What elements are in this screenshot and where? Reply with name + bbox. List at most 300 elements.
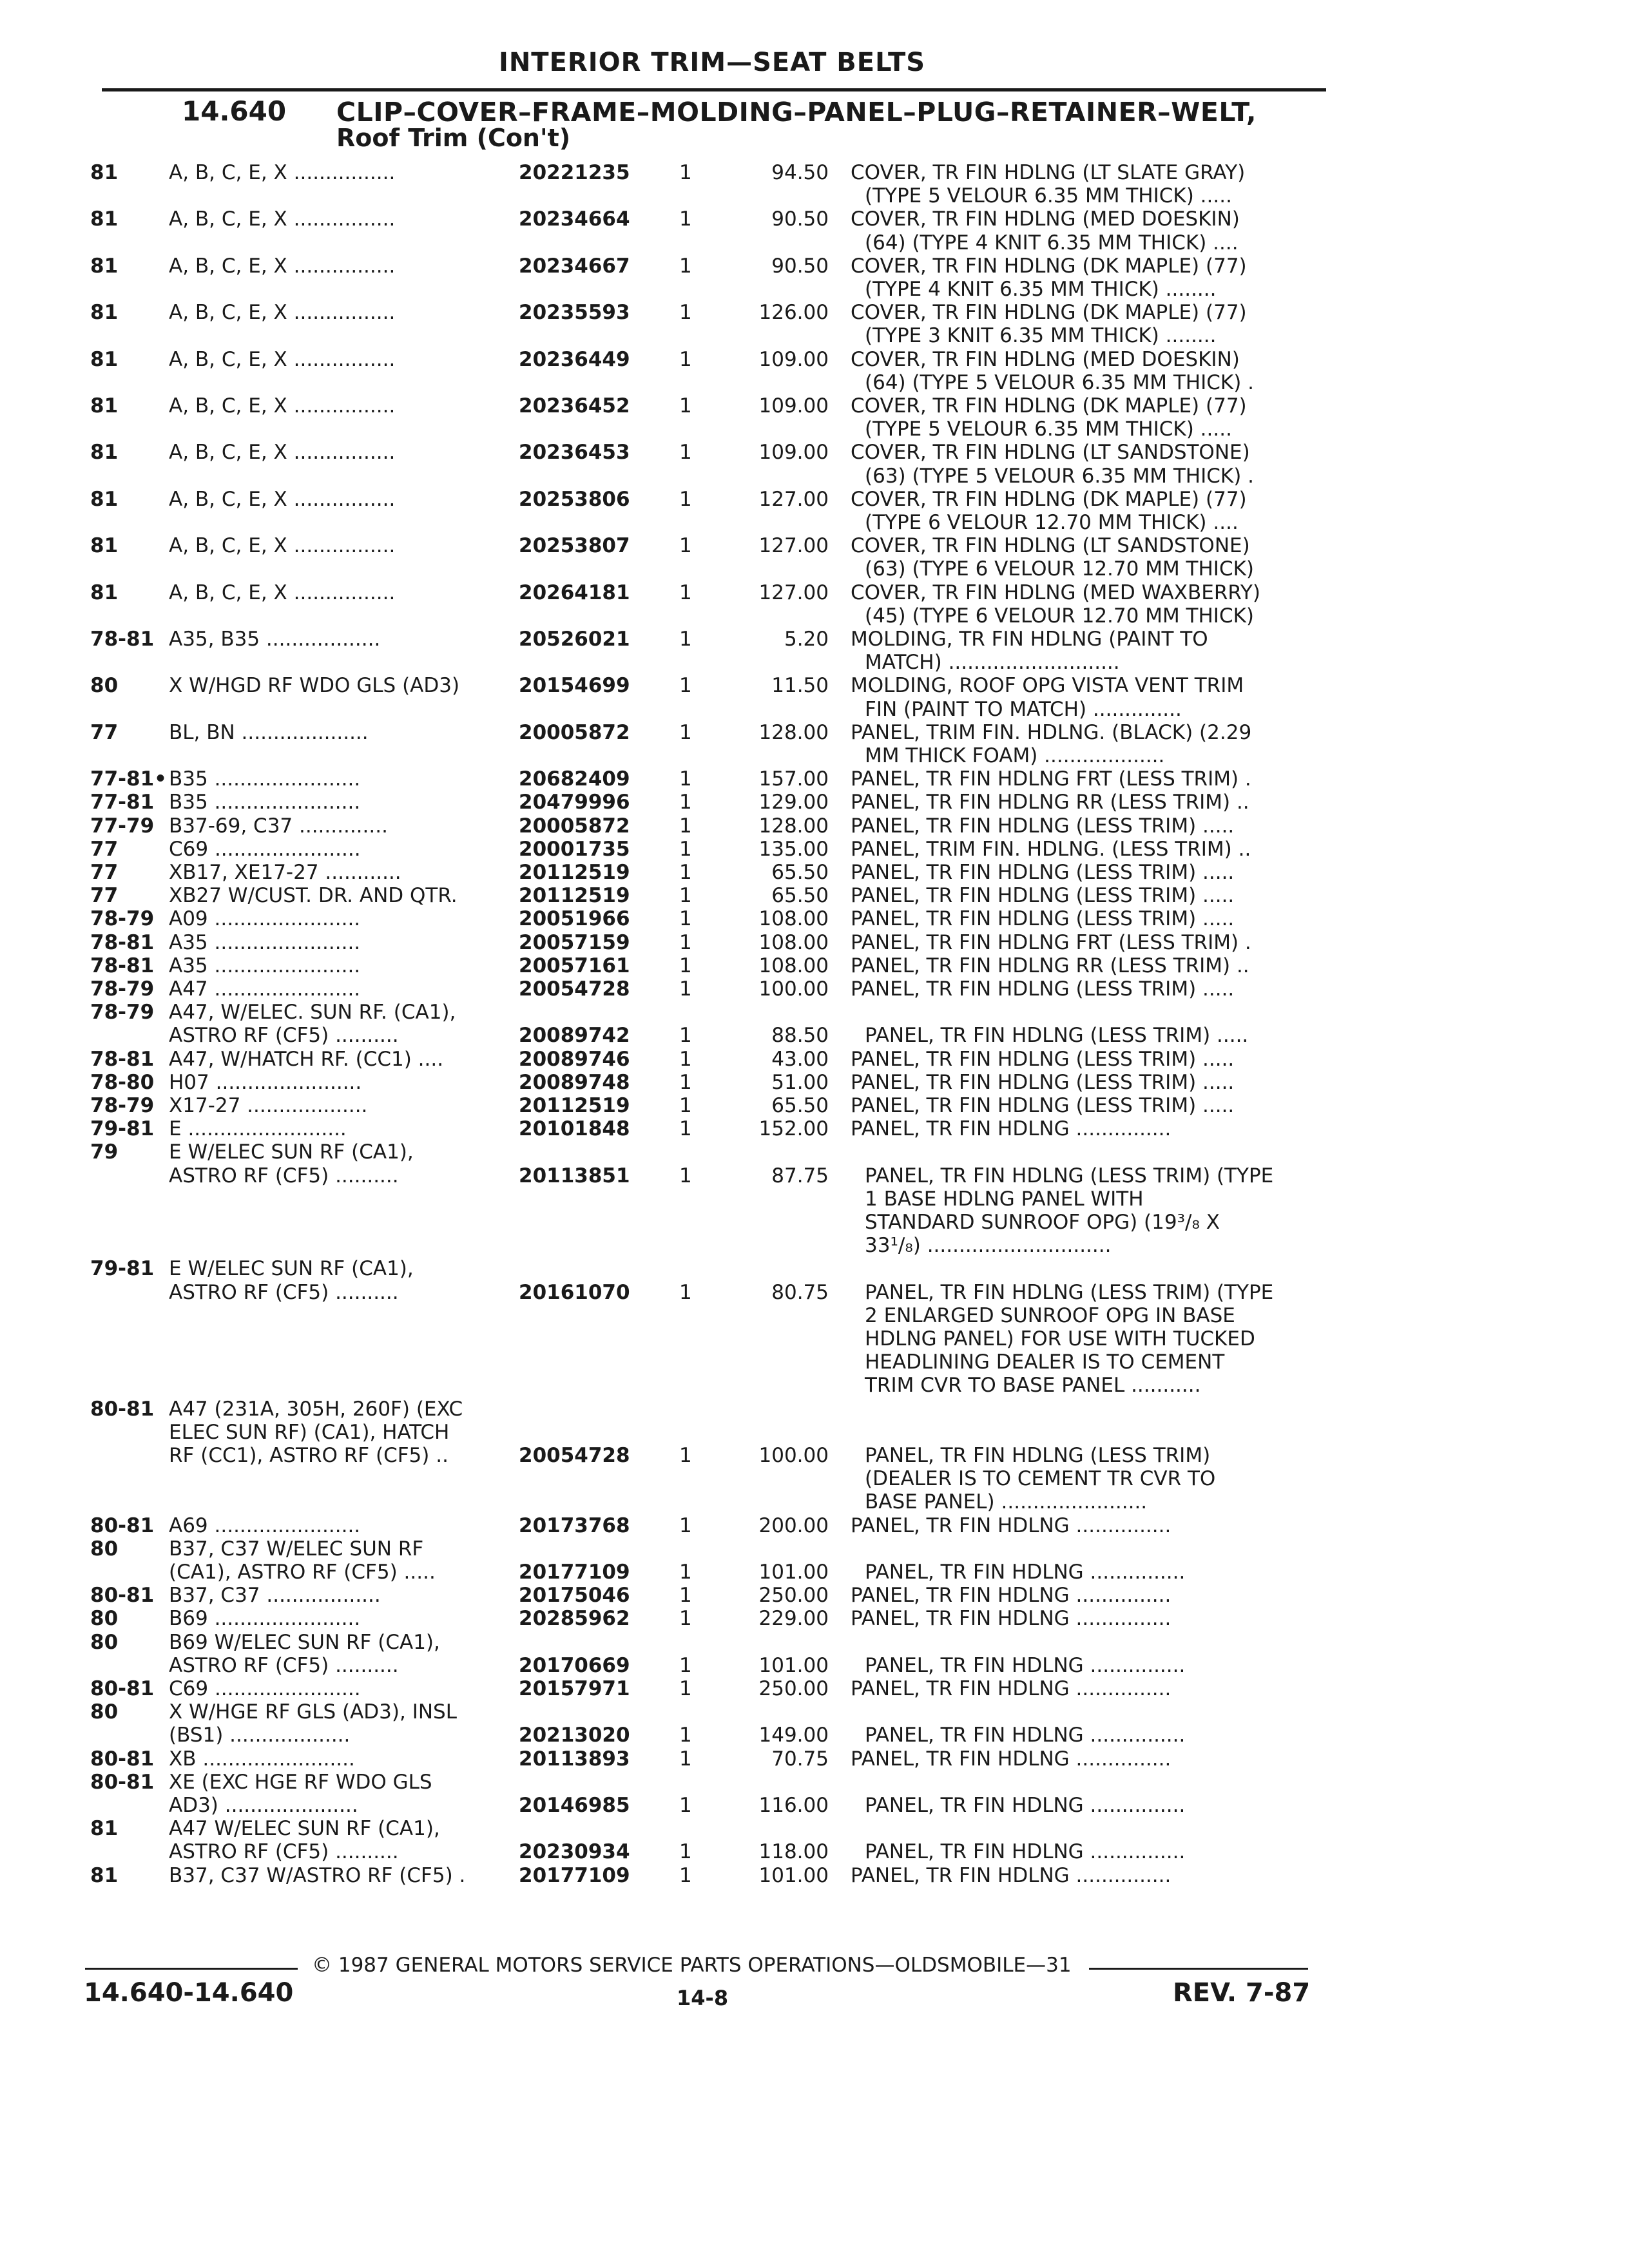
parts-row: [0, 324, 1629, 347]
parts-row: [0, 698, 1629, 721]
parts-row: [0, 418, 1629, 441]
model: A, B, C, E, X ................: [169, 534, 396, 558]
year: 78-81: [90, 930, 155, 954]
price: 70.75: [771, 1747, 829, 1771]
price: 116.00: [758, 1794, 829, 1817]
quantity: 1: [679, 1514, 692, 1537]
year: 80-81: [90, 1747, 155, 1771]
description: PANEL, TR FIN HDLNG ...............: [865, 1724, 1186, 1747]
price: 100.00: [758, 977, 829, 1001]
model: A, B, C, E, X ................: [169, 581, 396, 604]
parts-row: [0, 1514, 1629, 1537]
parts-row: [0, 744, 1629, 767]
description: MOLDING, TR FIN HDLNG (PAINT TO: [851, 628, 1208, 651]
parts-row: [0, 931, 1629, 954]
parts-row: [0, 557, 1629, 581]
year: 81: [90, 581, 119, 604]
parts-row: [0, 184, 1629, 207]
part-number: 20234667: [519, 254, 630, 278]
description: 2 ENLARGED SUNROOF OPG IN BASE: [865, 1303, 1235, 1327]
model: B37, C37 W/ASTRO RF (CF5) .: [169, 1863, 466, 1887]
quantity: 1: [679, 347, 692, 371]
model: ASTRO RF (CF5) ..........: [169, 1280, 399, 1304]
parts-row: [0, 1864, 1629, 1887]
quantity: 1: [679, 581, 692, 604]
price: 65.50: [771, 1094, 829, 1117]
year: 79-81: [90, 1117, 155, 1141]
quantity: 1: [679, 534, 692, 558]
year: 79-81: [90, 1257, 155, 1281]
description: PANEL, TR FIN HDLNG RR (LESS TRIM) ..: [851, 791, 1249, 814]
parts-row: [0, 1374, 1629, 1397]
quantity: 1: [679, 1164, 692, 1187]
quantity: 1: [679, 1117, 692, 1141]
part-number: 20170669: [519, 1653, 630, 1677]
page-title: INTERIOR TRIM—SEAT BELTS: [498, 48, 926, 77]
model: XE (EXC HGE RF WDO GLS: [169, 1770, 432, 1794]
year: 78-81: [90, 954, 155, 977]
year: 77-79: [90, 814, 155, 838]
price: 65.50: [771, 861, 829, 884]
description: PANEL, TR FIN HDLNG (LESS TRIM): [865, 1444, 1211, 1467]
description: PANEL, TR FIN HDLNG ...............: [865, 1653, 1186, 1677]
year: 81: [90, 161, 119, 184]
price: 100.00: [758, 1444, 829, 1467]
quantity: 1: [679, 720, 692, 744]
quantity: 1: [679, 1444, 692, 1467]
parts-row: [0, 1327, 1629, 1350]
price: 101.00: [758, 1863, 829, 1887]
price: 11.50: [771, 674, 829, 698]
part-number: 20221235: [519, 161, 630, 184]
parts-row: [0, 1444, 1629, 1467]
parts-row: [0, 1537, 1629, 1561]
price: 200.00: [758, 1514, 829, 1537]
part-number: 20112519: [519, 884, 630, 908]
description: COVER, TR FIN HDLNG (DK MAPLE) (77): [851, 301, 1247, 325]
description: PANEL, TR FIN HDLNG ...............: [851, 1117, 1171, 1141]
year: 80: [90, 1630, 119, 1654]
year: 77: [90, 837, 119, 861]
description: COVER, TR FIN HDLNG (MED WAXBERRY): [851, 581, 1260, 604]
part-number: 20479996: [519, 791, 630, 814]
price: 149.00: [758, 1724, 829, 1747]
description: PANEL, TR FIN HDLNG (LESS TRIM) (TYPE: [865, 1280, 1274, 1304]
description: PANEL, TR FIN HDLNG ...............: [865, 1840, 1186, 1864]
model: B69 .......................: [169, 1607, 361, 1631]
part-number: 20161070: [519, 1280, 630, 1304]
description: COVER, TR FIN HDLNG (MED DOESKIN): [851, 347, 1240, 371]
quantity: 1: [679, 441, 692, 465]
model: A, B, C, E, X ................: [169, 161, 396, 184]
parts-row: [0, 534, 1629, 557]
description: PANEL, TR FIN HDLNG ...............: [851, 1747, 1171, 1771]
part-number: 20234664: [519, 207, 630, 231]
model: (BS1) ...................: [169, 1724, 351, 1747]
part-number: 20236453: [519, 441, 630, 465]
price: 109.00: [758, 347, 829, 371]
description: (64) (TYPE 4 KNIT 6.35 MM THICK) ....: [865, 231, 1239, 255]
parts-row: [0, 814, 1629, 838]
parts-row: [0, 1350, 1629, 1374]
price: 80.75: [771, 1280, 829, 1304]
model: B37-69, C37 ..............: [169, 814, 388, 838]
part-number: 20157971: [519, 1677, 630, 1700]
year: 81: [90, 254, 119, 278]
quantity: 1: [679, 254, 692, 278]
parts-row: [0, 1281, 1629, 1304]
part-number: 20177109: [519, 1863, 630, 1887]
parts-row: [0, 884, 1629, 907]
model: ASTRO RF (CF5) ..........: [169, 1840, 399, 1864]
parts-row: [0, 465, 1629, 488]
description: (63) (TYPE 5 VELOUR 6.35 MM THICK) .: [865, 464, 1255, 488]
model: A, B, C, E, X ................: [169, 487, 396, 511]
parts-row: [0, 1048, 1629, 1071]
parts-row: [0, 1304, 1629, 1327]
price: 5.20: [784, 628, 829, 651]
part-number: 20089746: [519, 1047, 630, 1071]
model: RF (CC1), ASTRO RF (CF5) ..: [169, 1444, 448, 1467]
section-title: CLIP–COVER–FRAME–MOLDING–PANEL–PLUG–RETAINER–WELT,: [336, 97, 1257, 128]
parts-row: [0, 1257, 1629, 1280]
description: PANEL, TR FIN HDLNG (LESS TRIM) .....: [851, 884, 1235, 908]
part-number: 20051966: [519, 907, 630, 931]
model: X W/HGE RF GLS (AD3), INSL: [169, 1700, 457, 1724]
quantity: 1: [679, 767, 692, 791]
description: PANEL, TR FIN HDLNG RR (LESS TRIM) ..: [851, 954, 1249, 977]
description: (TYPE 4 KNIT 6.35 MM THICK) ........: [865, 278, 1217, 301]
footer-divider-left: [85, 1968, 298, 1970]
price: 127.00: [758, 534, 829, 558]
price: 43.00: [771, 1047, 829, 1071]
year: 80-81: [90, 1397, 155, 1421]
parts-row: [0, 1794, 1629, 1817]
year: 80: [90, 674, 119, 698]
parts-row: [0, 1234, 1629, 1257]
model: A09 .......................: [169, 907, 361, 931]
description: PANEL, TRIM FIN. HDLNG. (BLACK) (2.29: [851, 720, 1252, 744]
model: AD3) .....................: [169, 1794, 358, 1817]
model: A47, W/HATCH RF. (CC1) ....: [169, 1047, 444, 1071]
quantity: 1: [679, 674, 692, 698]
description: MOLDING, ROOF OPG VISTA VENT TRIM: [851, 674, 1244, 698]
description: PANEL, TR FIN HDLNG (LESS TRIM) .....: [851, 861, 1235, 884]
description: COVER, TR FIN HDLNG (DK MAPLE) (77): [851, 394, 1247, 418]
description: PANEL, TR FIN HDLNG (LESS TRIM) (TYPE: [865, 1164, 1274, 1187]
description: COVER, TR FIN HDLNG (LT SANDSTONE): [851, 534, 1250, 558]
parts-row: [0, 1700, 1629, 1724]
part-number: 20264181: [519, 581, 630, 604]
description: PANEL, TR FIN HDLNG (LESS TRIM) .....: [865, 1024, 1249, 1048]
description: MATCH) ...........................: [865, 651, 1120, 675]
description: (TYPE 3 KNIT 6.35 MM THICK) ........: [865, 324, 1217, 348]
description: PANEL, TR FIN HDLNG ...............: [851, 1677, 1171, 1700]
parts-row: [0, 1677, 1629, 1700]
parts-row: [0, 767, 1629, 791]
price: 94.50: [771, 161, 829, 184]
page-number: 14-8: [677, 1986, 729, 2010]
model: A47, W/ELEC. SUN RF. (CA1),: [169, 1001, 456, 1024]
model: A, B, C, E, X ................: [169, 207, 396, 231]
part-number: 20113893: [519, 1747, 630, 1771]
part-number: 20253806: [519, 487, 630, 511]
quantity: 1: [679, 207, 692, 231]
parts-row: [0, 907, 1629, 930]
model: A47 (231A, 305H, 260F) (EXC: [169, 1397, 463, 1421]
parts-row: [0, 861, 1629, 884]
quantity: 1: [679, 1607, 692, 1631]
price: 127.00: [758, 487, 829, 511]
price: 135.00: [758, 837, 829, 861]
part-number: 20235593: [519, 301, 630, 325]
quantity: 1: [679, 1584, 692, 1608]
section-subtitle: Roof Trim (Con't): [336, 124, 571, 152]
model: C69 .......................: [169, 837, 361, 861]
price: 108.00: [758, 954, 829, 977]
price: 128.00: [758, 720, 829, 744]
part-number: 20054728: [519, 977, 630, 1001]
parts-row: [0, 628, 1629, 651]
part-number: 20230934: [519, 1840, 630, 1864]
parts-row: [0, 488, 1629, 511]
year: 77: [90, 884, 119, 908]
description: (DEALER IS TO CEMENT TR CVR TO: [865, 1467, 1216, 1491]
model: A, B, C, E, X ................: [169, 301, 396, 325]
description: PANEL, TR FIN HDLNG ...............: [865, 1794, 1186, 1817]
description: FIN (PAINT TO MATCH) ..............: [865, 697, 1182, 721]
year: 78-79: [90, 907, 155, 931]
quantity: 1: [679, 394, 692, 418]
price: 152.00: [758, 1117, 829, 1141]
part-number: 20236452: [519, 394, 630, 418]
parts-row: [0, 1747, 1629, 1771]
description: (TYPE 5 VELOUR 6.35 MM THICK) .....: [865, 418, 1232, 441]
description: (64) (TYPE 5 VELOUR 6.35 MM THICK) .: [865, 370, 1255, 394]
price: 51.00: [771, 1070, 829, 1094]
parts-row: [0, 371, 1629, 394]
year: 78-79: [90, 977, 155, 1001]
parts-row: [0, 1654, 1629, 1677]
description: PANEL, TR FIN HDLNG ...............: [851, 1863, 1171, 1887]
model: X W/HGD RF WDO GLS (AD3): [169, 674, 460, 698]
model: (CA1), ASTRO RF (CF5) .....: [169, 1561, 436, 1584]
model: B35 .......................: [169, 791, 361, 814]
description: PANEL, TR FIN HDLNG (LESS TRIM) .....: [851, 907, 1235, 931]
quantity: 1: [679, 954, 692, 977]
price: 109.00: [758, 394, 829, 418]
description: 1 BASE HDLNG PANEL WITH: [865, 1187, 1144, 1211]
parts-row: [0, 1631, 1629, 1654]
price: 90.50: [771, 254, 829, 278]
description: PANEL, TRIM FIN. HDLNG. (LESS TRIM) ..: [851, 837, 1251, 861]
quantity: 1: [679, 1747, 692, 1771]
description: HDLNG PANEL) FOR USE WITH TUCKED: [865, 1327, 1255, 1350]
price: 88.50: [771, 1024, 829, 1048]
copyright-notice: © 1987 GENERAL MOTORS SERVICE PARTS OPERATIONS—OLDSMOBILE—31: [312, 1954, 1072, 1977]
year: 78-80: [90, 1070, 155, 1094]
quantity: 1: [679, 907, 692, 931]
quantity: 1: [679, 1794, 692, 1817]
description: (TYPE 6 VELOUR 12.70 MM THICK) ....: [865, 511, 1239, 534]
header-divider: [102, 88, 1326, 91]
part-number: 20175046: [519, 1584, 630, 1608]
quantity: 1: [679, 1280, 692, 1304]
part-number: 20057161: [519, 954, 630, 977]
description: PANEL, TR FIN HDLNG (LESS TRIM) .....: [851, 977, 1235, 1001]
parts-row: [0, 348, 1629, 371]
description: BASE PANEL) .......................: [865, 1490, 1148, 1514]
price: 129.00: [758, 791, 829, 814]
description: (TYPE 5 VELOUR 6.35 MM THICK) .....: [865, 184, 1232, 208]
part-number: 20001735: [519, 837, 630, 861]
year: 81: [90, 1817, 119, 1841]
model: A35 .......................: [169, 954, 361, 977]
description: (45) (TYPE 6 VELOUR 12.70 MM THICK): [865, 604, 1255, 628]
parts-row: [0, 207, 1629, 231]
price: 101.00: [758, 1561, 829, 1584]
description: PANEL, TR FIN HDLNG ...............: [865, 1561, 1186, 1584]
description: HEADLINING DEALER IS TO CEMENT: [865, 1350, 1225, 1374]
price: 250.00: [758, 1677, 829, 1700]
quantity: 1: [679, 1094, 692, 1117]
year: 78-79: [90, 1001, 155, 1024]
model: A47 .......................: [169, 977, 361, 1001]
parts-row: [0, 604, 1629, 628]
year: 81: [90, 347, 119, 371]
model: BL, BN ....................: [169, 720, 369, 744]
parts-row: [0, 301, 1629, 324]
section-number: 14.640: [182, 95, 287, 127]
price: 126.00: [758, 301, 829, 325]
quantity: 1: [679, 1840, 692, 1864]
part-number: 20089748: [519, 1070, 630, 1094]
model: B69 W/ELEC SUN RF (CA1),: [169, 1630, 440, 1654]
section-range: 14.640-14.640: [84, 1978, 294, 2008]
part-number: 20173768: [519, 1514, 630, 1537]
parts-row: [0, 278, 1629, 301]
parts-row: [0, 1490, 1629, 1514]
price: 128.00: [758, 814, 829, 838]
quantity: 1: [679, 1047, 692, 1071]
description: PANEL, TR FIN HDLNG ...............: [851, 1584, 1171, 1608]
quantity: 1: [679, 861, 692, 884]
model: XB27 W/CUST. DR. AND QTR.: [169, 884, 458, 908]
part-number: 20285962: [519, 1607, 630, 1631]
quantity: 1: [679, 837, 692, 861]
parts-row: [0, 674, 1629, 697]
model: A, B, C, E, X ................: [169, 441, 396, 465]
model: ASTRO RF (CF5) ..........: [169, 1024, 399, 1048]
parts-row: [0, 1001, 1629, 1024]
quantity: 1: [679, 1070, 692, 1094]
parts-row: [0, 1140, 1629, 1164]
part-number: 20154699: [519, 674, 630, 698]
description: PANEL, TR FIN HDLNG (LESS TRIM) .....: [851, 1094, 1235, 1117]
parts-row: [0, 1211, 1629, 1234]
price: 108.00: [758, 930, 829, 954]
price: 229.00: [758, 1607, 829, 1631]
year: 80: [90, 1700, 119, 1724]
year: 81: [90, 441, 119, 465]
description: COVER, TR FIN HDLNG (DK MAPLE) (77): [851, 254, 1247, 278]
part-number: 20213020: [519, 1724, 630, 1747]
description: PANEL, TR FIN HDLNG FRT (LESS TRIM) .: [851, 767, 1251, 791]
parts-row: [0, 954, 1629, 977]
year: 78-79: [90, 1094, 155, 1117]
description: COVER, TR FIN HDLNG (LT SANDSTONE): [851, 441, 1250, 465]
description: PANEL, TR FIN HDLNG ...............: [851, 1514, 1171, 1537]
description: 33¹/₈) .............................: [865, 1234, 1112, 1258]
price: 250.00: [758, 1584, 829, 1608]
model: A69 .......................: [169, 1514, 361, 1537]
model: A35, B35 ..................: [169, 628, 381, 651]
revision-label: REV. 7-87: [1173, 1978, 1311, 2008]
parts-row: [0, 1117, 1629, 1140]
year: 80-81: [90, 1584, 155, 1608]
model: XB17, XE17-27 ............: [169, 861, 401, 884]
part-number: 20101848: [519, 1117, 630, 1141]
description: STANDARD SUNROOF OPG) (19³/₈ X: [865, 1211, 1220, 1234]
year: 80-81: [90, 1514, 155, 1537]
year: 77-81: [90, 791, 155, 814]
quantity: 1: [679, 487, 692, 511]
description: COVER, TR FIN HDLNG (DK MAPLE) (77): [851, 487, 1247, 511]
parts-row: [0, 791, 1629, 814]
price: 90.50: [771, 207, 829, 231]
model: ASTRO RF (CF5) ..........: [169, 1164, 399, 1187]
quantity: 1: [679, 1024, 692, 1048]
quantity: 1: [679, 814, 692, 838]
year: 77-81•: [90, 767, 167, 791]
parts-row: [0, 161, 1629, 184]
model: H07 .......................: [169, 1070, 362, 1094]
price: 65.50: [771, 884, 829, 908]
quantity: 1: [679, 791, 692, 814]
quantity: 1: [679, 930, 692, 954]
model: E W/ELEC SUN RF (CA1),: [169, 1140, 414, 1164]
parts-row: [0, 651, 1629, 674]
parts-row: [0, 977, 1629, 1001]
part-number: 20005872: [519, 720, 630, 744]
parts-row: [0, 1467, 1629, 1490]
quantity: 1: [679, 628, 692, 651]
year: 77: [90, 720, 119, 744]
parts-row: [0, 1164, 1629, 1187]
parts-row: [0, 1187, 1629, 1211]
year: 81: [90, 1863, 119, 1887]
part-number: 20054728: [519, 1444, 630, 1467]
model: ASTRO RF (CF5) ..........: [169, 1653, 399, 1677]
description: COVER, TR FIN HDLNG (MED DOESKIN): [851, 207, 1240, 231]
model: XB ........................: [169, 1747, 355, 1771]
quantity: 1: [679, 1561, 692, 1584]
parts-row: [0, 1071, 1629, 1094]
description: PANEL, TR FIN HDLNG (LESS TRIM) .....: [851, 1047, 1235, 1071]
parts-row: [0, 1561, 1629, 1584]
parts-row: [0, 441, 1629, 464]
quantity: 1: [679, 161, 692, 184]
parts-row: [0, 394, 1629, 418]
year: 77: [90, 861, 119, 884]
part-number: 20526021: [519, 628, 630, 651]
year: 81: [90, 534, 119, 558]
description: PANEL, TR FIN HDLNG ...............: [851, 1607, 1171, 1631]
part-number: 20057159: [519, 930, 630, 954]
model: B37, C37 ..................: [169, 1584, 381, 1608]
parts-row: [0, 1584, 1629, 1607]
footer-divider-right: [1089, 1968, 1308, 1970]
